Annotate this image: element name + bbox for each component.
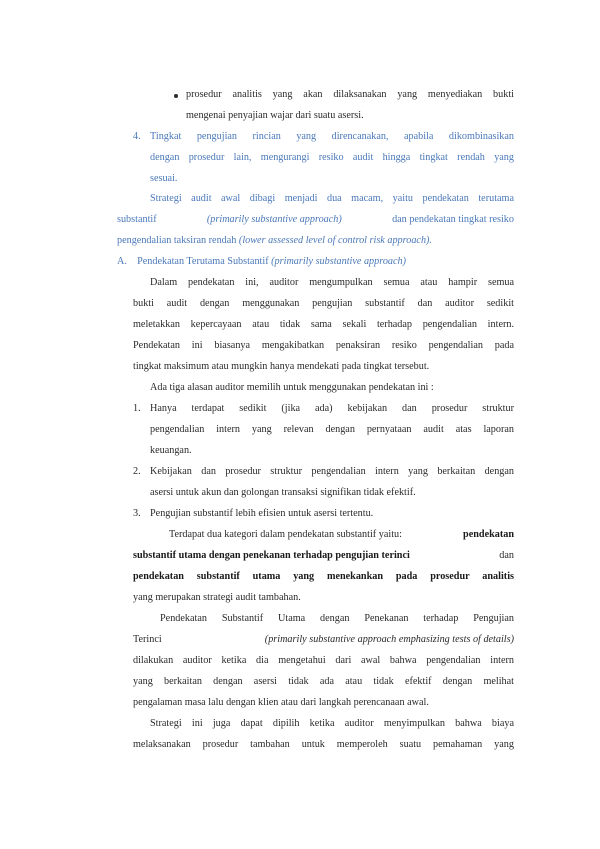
strategy-line-2c: dan pendekatan tingkat resiko: [392, 214, 514, 225]
para4-line-2: melaksanakan prosedur tambahan untuk memperoleh suatu pemahaman yang: [133, 739, 514, 750]
para3-line-1: Pendekatan Substantif Utama dengan Penekanan terhadap Pengujian: [160, 613, 514, 624]
reason-1-line-2: pengendalian intern yang relevan dengan pernyataan audit atas laporan: [150, 424, 514, 435]
strategy-line-3a: pengendalian taksiran rendah: [117, 235, 237, 246]
reason-2-line-1: Kebijakan dan prosedur struktur pengendalian intern yang berkaitan dengan: [150, 466, 514, 477]
strategy-line-2b: (primarily substantive approach): [206, 214, 342, 225]
bullet-line-2: mengenai penyajian wajar dari suatu asersi.: [186, 110, 364, 121]
reasons-intro: Ada tiga alasan auditor memilih untuk menggunakan pendekatan ini :: [150, 382, 434, 393]
strategy-line-1: Strategi audit awal dibagi menjadi dua macam, yaitu pendekatan terutama: [150, 193, 514, 204]
para2-line-4: yang merupakan strategi audit tambahan.: [133, 592, 301, 603]
para2-line-2c: dan: [499, 550, 514, 561]
bullet-icon: [174, 94, 178, 98]
para3-line-2: [133, 633, 514, 647]
para2-line-3b: pendekatan substantif utama yang menekankan pada prosedur analitis: [133, 571, 514, 582]
para2-line-2b: substantif utama dengan penekanan terhadap pengujian terinci: [133, 550, 410, 561]
para2-line-2: [133, 549, 514, 563]
reason-3-number: 3.: [133, 508, 141, 519]
item-4-line-3: sesuai.: [150, 173, 178, 184]
section-a-title-italic: (primarily substantive approach): [271, 256, 407, 267]
section-a-label: A.: [117, 256, 127, 267]
para2-line-1b: pendekatan: [463, 529, 514, 540]
strategy-line-3: [117, 234, 432, 248]
para3-line-5: pengalaman masa lalu dengan klien atau dari langkah perencanaan awal.: [133, 697, 429, 708]
para3-line-3: dilakukan auditor ketika dia mengetahui dari awal bahwa pengendalian intern: [133, 655, 514, 666]
para4-line-1: Strategi ini juga dapat dipilih ketika auditor menyimpulkan bahwa biaya: [150, 718, 514, 729]
reason-1-line-3: keuangan.: [150, 445, 192, 456]
para3-line-2b: (primarily substantive approach emphasizing tests of details): [264, 634, 514, 645]
strategy-line-2: [117, 213, 514, 227]
para1-line-4: Pendekatan ini biasanya mengakibatkan penaksiran resiko pengendalian pada: [133, 340, 514, 351]
para1-line-5: tingkat maksimum atau mungkin hanya mendekati pada tingkat tersebut.: [133, 361, 430, 372]
para1-line-1: Dalam pendekatan ini, auditor mengumpulkan semua atau hampir semua: [150, 277, 514, 288]
item-4-line-1: Tingkat pengujian rincian yang direncanakan, apabila dikombinasikan: [150, 131, 514, 142]
para2-line-1: [169, 528, 514, 542]
para3-line-2a: Terinci: [133, 634, 162, 645]
para3-line-4: yang berkaitan dengan asersi tidak ada atau tidak efektif dengan melihat: [133, 676, 514, 687]
reason-3-line-1: Pengujian substantif lebih efisien untuk asersi tertentu.: [150, 508, 374, 519]
item-4-line-2: dengan prosedur lain, mengurangi resiko audit hingga tingkat rendah yang: [150, 152, 514, 163]
bullet-line-1: prosedur analitis yang akan dilaksanakan yang menyediakan bukti: [186, 89, 514, 100]
reason-2-line-2: asersi untuk akun dan golongan transaksi signifikan tidak efektif.: [150, 487, 416, 498]
para1-line-3: meletakkan kepercayaan atau tidak sama sekali terhadap pengendalian intern.: [133, 319, 514, 330]
reason-1-number: 1.: [133, 403, 141, 414]
reason-1-line-1: Hanya terdapat sedikit (jika ada) kebijakan dan prosedur struktur: [150, 403, 514, 414]
para2-line-3: [133, 570, 514, 584]
strategy-line-2a: substantif: [117, 214, 157, 225]
section-a-heading: [117, 255, 406, 269]
reason-2-number: 2.: [133, 466, 141, 477]
item-4-number: 4.: [133, 131, 141, 142]
strategy-line-3b: (lower assessed level of control risk approach).: [238, 235, 432, 246]
section-a-title: Pendekatan Terutama Substantif: [137, 256, 269, 267]
para1-line-2: bukti audit dengan menggunakan pengujian substantif dan auditor sedikit: [133, 298, 514, 309]
para2-line-1a: Terdapat dua kategori dalam pendekatan substantif yaitu:: [169, 529, 402, 540]
